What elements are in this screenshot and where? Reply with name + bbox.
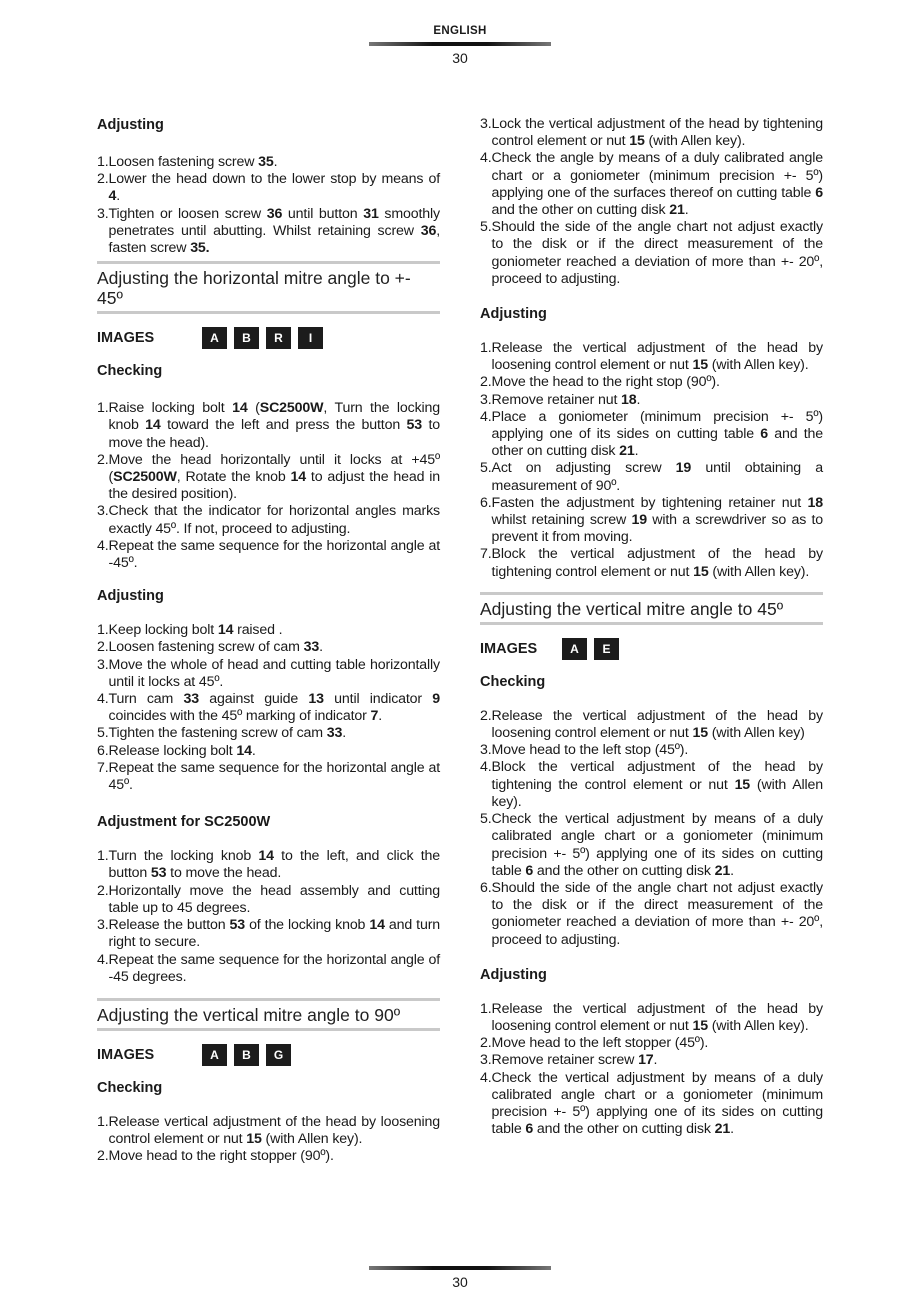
steps-list [97,154,440,257]
item-text [109,622,440,639]
part-reference: 53 [229,917,246,934]
text-run: . [634,443,639,460]
item-number: 4. [97,691,109,708]
text-run: to the left, and click the button [108,848,440,882]
steps-list [480,708,823,949]
list-item [97,725,440,742]
page-number-bottom: 30 [452,1274,468,1290]
part-reference: 18 [807,494,823,511]
text-run: (with Allen key) [707,725,805,742]
item-number: 7. [480,546,492,563]
text-run: Release the button [108,917,230,934]
item-number: 3. [97,205,109,222]
text-run: . [273,154,278,170]
text-run: Release the vertical adjustment of the head by loosening control element or nut [491,1000,823,1034]
list-item [480,811,823,880]
text-run: Check the angle by means of a duly calibrated angle chart or a goniometer (minimum precision +- 5º) applying one of the surfaces thereof on cutting table [491,150,823,201]
item-text [492,1035,823,1052]
item-text [109,1114,440,1148]
header-rule [369,42,551,46]
list-item [480,409,823,461]
image-ref-box: E [594,638,619,660]
text-run: until indicator [323,691,433,708]
item-number: 2. [480,374,492,391]
item-number: 4. [480,1069,492,1086]
item-text [492,811,823,880]
item-text [492,759,823,811]
item-number: 3. [480,391,492,408]
part-reference: 31 [363,205,379,222]
text-run: Move the head to the right stop (90º). [491,374,720,391]
text-run: and the other on cutting disk [533,1121,715,1138]
list-item [480,708,823,742]
part-reference: 14 [290,469,306,486]
image-ref-box: B [234,327,259,349]
text-run: Move head to the left stopper (45º). [491,1035,709,1052]
text-run: Raise locking bolt [108,400,233,417]
item-number: 1. [97,848,109,865]
item-number: 2. [97,451,109,468]
text-run: Fasten the adjustment by tightening retainer nut [491,494,808,511]
item-number: 4. [480,759,492,776]
item-number: 2. [97,639,109,656]
item-text [109,657,440,691]
text-run: Move the whole of head and cutting table horizontally until it locks at 45º. [108,656,440,690]
part-reference: 21 [669,202,685,219]
image-ref-box: A [202,1044,227,1066]
text-run: , Turn the locking knob [108,400,440,434]
page-number-top: 30 [452,50,468,66]
part-reference: 21 [714,1121,731,1138]
text-run: Lock the vertical adjustment of the head by tightening control element or nut [491,116,823,150]
checking-heading: Checking [97,1079,163,1096]
list-item [97,917,440,951]
list-item [480,392,823,409]
item-text [492,116,823,150]
text-run: Block the vertical adjustment of the head by tightening the control element or nut [491,759,823,793]
text-run: Check the vertical adjustment by means of a duly calibrated angle chart or a goniometer (minimum precision +- 5º) applying one of its sides on cutting table [491,1069,823,1138]
list-item [480,1035,823,1052]
part-reference: 53 [406,417,423,434]
item-text [492,409,823,461]
text-run: Release locking bolt [108,742,237,759]
item-text [492,219,823,288]
item-number: 3. [480,116,492,132]
item-number: 1. [480,1000,492,1017]
item-text [492,392,823,409]
list-item [480,1001,823,1035]
item-text [492,1070,823,1139]
part-reference: 15 [692,1017,708,1034]
part-reference: 33 [303,639,320,656]
part-reference: 53 [150,865,167,882]
item-text [492,708,823,742]
text-run: Check that the indicator for horizontal angles marks exactly 45º. If not, proceed to adjusting. [108,503,440,537]
images-label: IMAGES [97,1046,155,1063]
list-item [97,952,440,986]
list-item [97,538,440,572]
text-run: . [730,862,734,879]
text-run: (with Allen key). [708,563,810,580]
part-reference: 35. [190,240,210,257]
part-reference: 19 [675,460,692,477]
part-reference: 14 [145,417,161,434]
text-run: and the other on cutting disk [491,426,823,460]
text-run: to move the head). [108,417,440,451]
image-ref-box: I [298,327,323,349]
item-text [109,171,440,205]
part-reference: 13 [308,691,324,708]
list-item [480,116,823,150]
list-item [97,743,440,760]
item-text [109,154,440,171]
part-reference: 4 [108,188,117,205]
item-number: 6. [480,494,492,511]
text-run: Keep locking bolt [108,622,218,639]
steps-list [480,116,823,288]
text-run: . [116,188,121,205]
image-ref-box: B [234,1044,259,1066]
item-number: 3. [97,656,109,673]
list-item [480,460,823,494]
item-number: 7. [97,759,109,776]
text-run: to move the head. [166,865,282,882]
steps-list [97,1114,440,1166]
list-item [480,150,823,219]
text-run: Check the vertical adjustment by means of a duly calibrated angle chart or a goniometer (minimum precision +- 5º) applying one of its sides on cutting table [491,811,823,879]
part-reference: SC2500W [259,400,324,417]
item-number: 5. [480,219,492,236]
text-run: (with Allen key). [644,133,746,150]
adjusting-heading: Adjusting [97,117,164,133]
steps-list [97,400,440,572]
item-text [492,340,823,374]
list-item [480,759,823,811]
item-number: 2. [97,171,109,188]
item-text [109,760,440,794]
text-run: Repeat the same sequence for the horizontal angle of -45 degrees. [108,951,440,985]
item-text [492,150,823,219]
list-item [97,848,440,882]
text-run: Should the side of the angle chart not adjust exactly to the disk or if the direct measurement of the goniometer reached a deviation of more than +- 20º, proceed to adjusting. [491,219,823,287]
text-run: Tighten the fastening screw of cam [108,725,327,742]
text-run: Release the vertical adjustment of the head by loosening control element or nut [491,340,823,374]
list-item [97,639,440,656]
text-run: Horizontally move the head assembly and cutting table up to 45 degrees. [108,882,440,916]
text-run: and the other on cutting disk [533,862,715,879]
part-reference: 19 [631,512,647,529]
part-reference: SC2500W [113,469,177,486]
text-run: coincides with the 45º marking of indicator [108,708,371,725]
part-reference: 35 [258,154,274,170]
item-number: 5. [480,811,492,828]
list-item [97,691,440,725]
text-run: until obtaining a measurement of 90º. [491,460,823,494]
text-run: (with Allen key). [707,1017,809,1034]
part-reference: 36 [420,222,437,239]
adjusting-heading: Adjusting [97,588,164,605]
text-run: Remove retainer nut [491,391,622,408]
list-item [97,400,440,452]
part-reference: 18 [621,391,637,408]
section-title: Adjusting the vertical mitre angle to 90º [97,998,440,1031]
part-reference: 6 [525,862,534,879]
list-item [97,1114,440,1148]
text-run: Move head to the right stopper (90º). [108,1148,334,1165]
item-text [492,374,823,391]
list-item [97,657,440,691]
item-number: 2. [97,882,109,899]
list-item [480,1052,823,1069]
text-run: toward the left and press the button [160,417,407,434]
part-reference: 6 [760,426,769,443]
item-number: 6. [97,742,109,759]
checking-heading: Checking [480,673,546,690]
item-text [492,1001,823,1035]
text-run: . [319,639,323,656]
images-label: IMAGES [97,330,155,347]
item-text [109,452,440,504]
part-reference: 33 [183,691,199,708]
images-label: IMAGES [480,640,538,657]
item-text [109,538,440,572]
text-run: of the locking knob [245,917,370,934]
item-text [109,503,440,537]
item-number: 4. [97,951,109,968]
text-run: . [684,202,689,219]
text-run: Repeat the same sequence for the horizontal angle at -45º. [108,537,440,572]
part-reference: 15 [692,357,708,374]
text-run: . [653,1052,658,1069]
item-number: 1. [97,154,109,170]
item-number: 3. [480,742,492,759]
text-run: Loosen fastening screw of cam [108,639,304,656]
item-number: 1. [97,400,109,417]
language-header: ENGLISH [433,25,487,37]
item-number: 2. [97,1148,109,1165]
section-title: Adjusting the horizontal mitre angle to +- 45º [97,261,440,314]
item-text [109,848,440,882]
part-reference: 6 [525,1121,534,1138]
item-number: 2. [480,707,492,724]
text-run: . [636,391,641,408]
item-text [492,742,823,759]
part-reference: 15 [246,1131,262,1148]
part-reference: 17 [638,1052,654,1069]
list-item [97,1148,440,1165]
adjustment-sc2500w-heading: Adjustment for SC2500W [97,814,271,831]
images-row [97,327,440,349]
text-run: Turn the locking knob [108,848,259,865]
text-run: , fasten screw [108,222,440,257]
list-item [480,546,823,580]
list-item [97,452,440,504]
text-run: Should the side of the angle chart not adjust exactly to the disk or if the direct measurement of the goniometer reached a deviation of more than +- 20º, proceed to adjusting. [491,879,823,948]
list-item [480,495,823,547]
text-run: raised . [233,622,283,639]
text-run: and turn right to secure. [108,917,441,951]
text-run: . [251,742,256,759]
text-run: Repeat the same sequence for the horizontal angle at 45º. [108,759,440,794]
item-text [109,883,440,917]
item-text [109,917,440,951]
text-run: Move head to the left stop (45º). [491,742,689,759]
list-item [480,880,823,949]
part-reference: 15 [692,725,708,742]
item-number: 1. [97,622,109,639]
steps-list [97,622,440,794]
item-number: 5. [97,725,109,742]
text-run: Block the vertical adjustment of the head by tightening control element or nut [491,546,823,580]
item-number: 3. [97,917,109,934]
list-item [97,171,440,205]
item-text [109,639,440,656]
item-text [109,691,440,725]
item-text [492,495,823,547]
text-run: Loosen fastening screw [108,154,259,170]
text-run: Move the head horizontally until it locks at +45º ( [108,451,440,486]
text-run: smoothly penetrates until abutting. Whilst retaining screw [108,205,440,239]
text-run: . [378,708,383,725]
text-run: until button [282,205,364,222]
item-number: 5. [480,460,492,477]
text-run: ( [247,400,260,417]
text-run: (with Allen key). [491,776,823,810]
item-number: 1. [97,1113,109,1130]
image-ref-box: A [202,327,227,349]
right-column [480,116,823,1138]
part-reference: 14 [236,742,252,759]
text-run: , Rotate the knob [176,469,291,486]
part-reference: 14 [369,917,385,934]
image-ref-box: R [266,327,291,349]
part-reference: 21 [714,862,731,879]
text-run: with a screwdriver so as to prevent it from moving. [491,512,823,546]
text-run: Release the vertical adjustment of the head by loosening control element or nut [491,707,823,742]
item-text [492,880,823,949]
part-reference: 15 [629,133,645,150]
list-item [97,622,440,639]
item-number: 4. [480,408,492,425]
part-reference: 14 [217,622,234,639]
list-item [480,340,823,374]
item-text [109,743,440,760]
part-reference: 15 [734,776,751,793]
text-run: Remove retainer screw [491,1052,639,1069]
part-reference: 14 [258,848,274,865]
item-text [492,1052,823,1069]
item-number: 4. [97,537,109,554]
list-item [480,374,823,391]
text-run: to adjust the head in the desired position). [108,469,440,503]
item-text [109,1148,440,1165]
item-text [492,460,823,494]
list-item [480,1070,823,1139]
section-title: Adjusting the vertical mitre angle to 45º [480,592,823,625]
steps-list [480,340,823,581]
text-run: Place a goniometer (minimum precision +- 5º) applying one of its sides on cutting table [491,408,823,443]
image-ref-box: G [266,1044,291,1066]
part-reference: 15 [693,563,709,580]
text-run: (with Allen key). [707,357,809,374]
list-item [480,742,823,759]
part-reference: 14 [232,400,248,417]
footer-rule [369,1266,551,1270]
steps-list [97,848,440,986]
item-number: 4. [480,150,492,167]
images-row [97,1044,440,1066]
part-reference: 21 [619,443,635,460]
text-run: Turn cam [108,691,184,708]
part-reference: 6 [815,184,823,201]
part-reference: 9 [432,691,440,708]
adjusting-heading: Adjusting [480,966,547,983]
item-number: 3. [97,503,109,520]
text-run: Act on adjusting screw [491,460,676,477]
text-run: Tighten or loosen screw [108,205,267,222]
part-reference: 36 [266,205,283,222]
adjusting-heading: Adjusting [480,306,547,323]
text-run: Release vertical adjustment of the head by loosening control element or nut [108,1113,440,1148]
images-row [480,638,823,660]
text-run: whilst retaining screw [491,512,632,529]
text-run: and the other on cutting disk [491,202,670,219]
left-column [97,116,440,1166]
text-run: . [342,725,347,742]
steps-list [480,1001,823,1139]
list-item [97,206,440,258]
item-text [109,400,440,452]
item-text [109,206,440,258]
checking-heading: Checking [97,363,163,380]
list-item [97,154,440,171]
list-item [97,503,440,537]
text-run: (with Allen key). [261,1131,363,1148]
item-number: 3. [480,1052,492,1069]
list-item [480,219,823,288]
list-item [97,883,440,917]
list-item [97,760,440,794]
item-text [109,952,440,986]
text-run: . [730,1121,734,1138]
item-number: 2. [480,1035,492,1052]
item-number: 1. [480,340,492,357]
image-ref-box: A [562,638,587,660]
part-reference: 7 [370,708,379,725]
text-run: against guide [198,691,309,708]
part-reference: 33 [326,725,343,742]
item-text [492,546,823,580]
item-number: 6. [480,879,492,896]
item-text [109,725,440,742]
text-run: Lower the head down to the lower stop by means of [108,171,440,188]
